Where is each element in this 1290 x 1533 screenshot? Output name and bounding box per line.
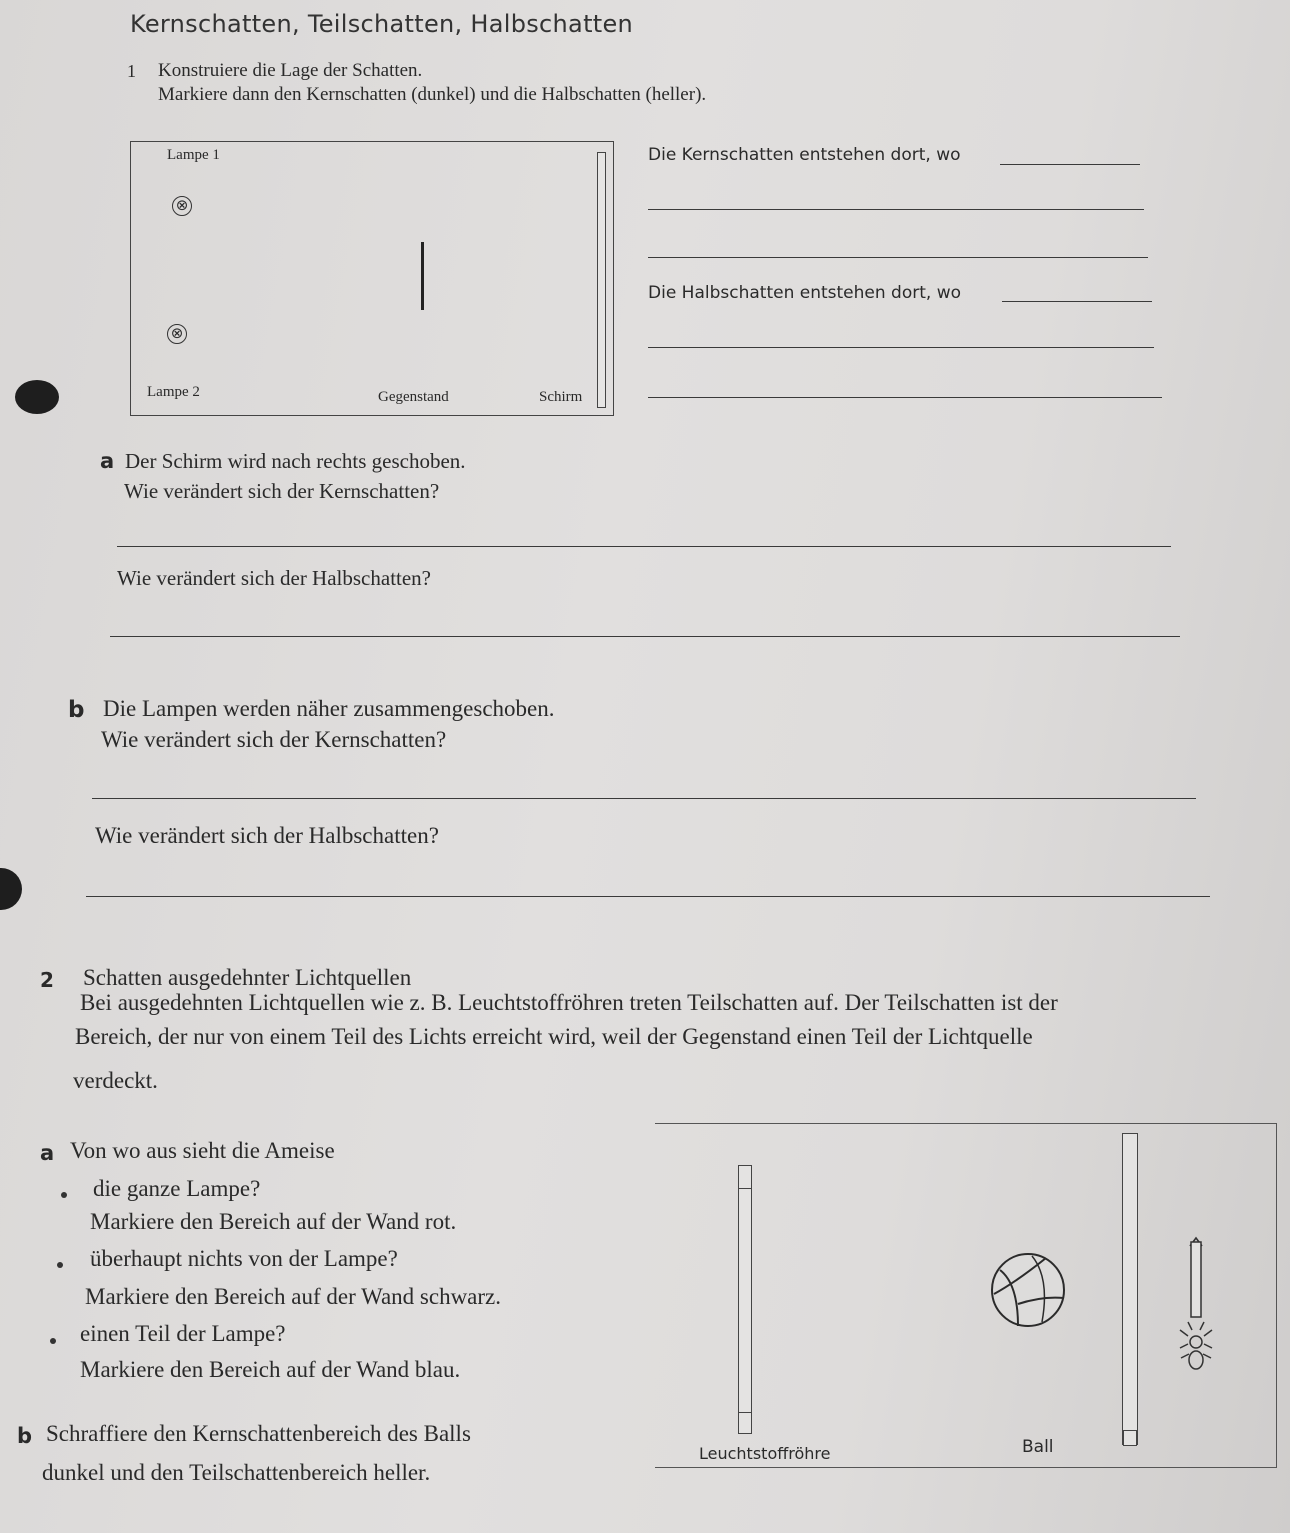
lamp-1-label: Lampe 1 xyxy=(167,147,220,163)
screen-bar xyxy=(597,152,606,408)
task-2-paragraph-line-2: Bereich, der nur von einem Teil des Lichts erreicht wird, weil der Gegenstand einen Teil der Lichtquelle xyxy=(75,1024,1033,1049)
halb-answer-line-1[interactable] xyxy=(1002,301,1152,302)
object-label: Gegenstand xyxy=(378,389,449,405)
tube-label: Leuchtstoffröhre xyxy=(699,1444,831,1463)
task-2a-item-2: überhaupt nichts von der Lampe? xyxy=(90,1246,398,1271)
task-1b-answer-line-1[interactable] xyxy=(92,798,1196,799)
task-1a-question-2: Wie verändert sich der Halbschatten? xyxy=(117,566,432,590)
task-2-heading: Schatten ausgedehnter Lichtquellen xyxy=(83,965,412,990)
tube-end-cap-bottom xyxy=(738,1412,752,1434)
wall-base xyxy=(1123,1430,1137,1446)
task-2a-item-3-instruction: Markiere den Bereich auf der Wand blau. xyxy=(80,1357,461,1382)
lamp-1-icon: ⊗ xyxy=(172,196,192,216)
page-title: Kernschatten, Teilschatten, Halbschatten xyxy=(130,10,634,38)
wall xyxy=(1122,1133,1138,1445)
bullet xyxy=(50,1338,56,1344)
task-1a-statement: Der Schirm wird nach rechts geschoben. xyxy=(125,449,466,473)
task-1-instruction-1: Konstruiere die Lage der Schatten. xyxy=(158,60,423,81)
screen-label: Schirm xyxy=(539,389,583,405)
task-2-paragraph-line-3: verdeckt. xyxy=(73,1068,158,1093)
task-1b-question-2: Wie verändert sich der Halbschatten? xyxy=(95,823,439,848)
task-1a-answer-line-1[interactable] xyxy=(117,546,1171,547)
ball-label: Ball xyxy=(1022,1437,1054,1457)
task-2-number: 2 xyxy=(40,968,54,992)
task-1b-statement: Die Lampen werden näher zusammengeschoben. xyxy=(103,696,555,721)
bullet xyxy=(57,1262,63,1268)
halb-answer-line-2[interactable] xyxy=(648,347,1154,348)
task-2b-line-1: Schraffiere den Kernschattenbereich des Balls xyxy=(46,1421,471,1446)
task-1a-letter: a xyxy=(100,449,115,473)
task-1b-question-1: Wie verändert sich der Kernschatten? xyxy=(101,727,447,752)
task-2a-item-3: einen Teil der Lampe? xyxy=(80,1321,286,1346)
kern-answer-line-1[interactable] xyxy=(1000,164,1140,165)
halbschatten-prompt: Die Halbschatten entstehen dort, wo xyxy=(648,283,962,303)
task-2b-line-2: dunkel und den Teilschattenbereich heller. xyxy=(42,1460,431,1485)
kernschatten-prompt: Die Kernschatten entstehen dort, wo xyxy=(648,145,961,165)
task-1b-answer-line-2[interactable] xyxy=(86,896,1210,897)
task-2-paragraph-line-1: Bei ausgedehnten Lichtquellen wie z. B. Leuchtstoffröhren treten Teilschatten auf. Der Teilschatten ist der xyxy=(80,990,1058,1015)
lamp-2-icon: ⊗ xyxy=(167,324,187,344)
task-1a-question-1: Wie verändert sich der Kernschatten? xyxy=(124,479,440,503)
ant-icon xyxy=(1178,1232,1218,1382)
lamp-diagram-frame xyxy=(130,141,614,416)
object-bar xyxy=(421,242,424,310)
bullet xyxy=(61,1192,67,1198)
task-1a-answer-line-2[interactable] xyxy=(110,636,1180,637)
task-1b-letter: b xyxy=(68,697,85,723)
punch-hole xyxy=(15,380,59,414)
task-2a-item-1: die ganze Lampe? xyxy=(93,1176,261,1201)
volleyball-icon xyxy=(988,1248,1068,1332)
halb-answer-line-3[interactable] xyxy=(648,397,1162,398)
task-2a-letter: a xyxy=(40,1141,55,1165)
kern-answer-line-2[interactable] xyxy=(648,209,1144,210)
tube-end-cap-top xyxy=(738,1165,752,1189)
task-2a-item-1-instruction: Markiere den Bereich auf der Wand rot. xyxy=(90,1209,457,1234)
task-1-instruction-2: Markiere dann den Kernschatten (dunkel) und die Halbschatten (heller). xyxy=(158,84,707,105)
punch-hole xyxy=(0,868,22,910)
kern-answer-line-3[interactable] xyxy=(648,257,1148,258)
fluorescent-tube xyxy=(738,1188,752,1413)
task-2b-letter: b xyxy=(17,1424,33,1448)
task-2a-intro: Von wo aus sieht die Ameise xyxy=(70,1138,335,1163)
task-1-number: 1 xyxy=(127,61,136,81)
task-2a-item-2-instruction: Markiere den Bereich auf der Wand schwarz. xyxy=(85,1284,501,1309)
lamp-2-label: Lampe 2 xyxy=(147,384,200,400)
